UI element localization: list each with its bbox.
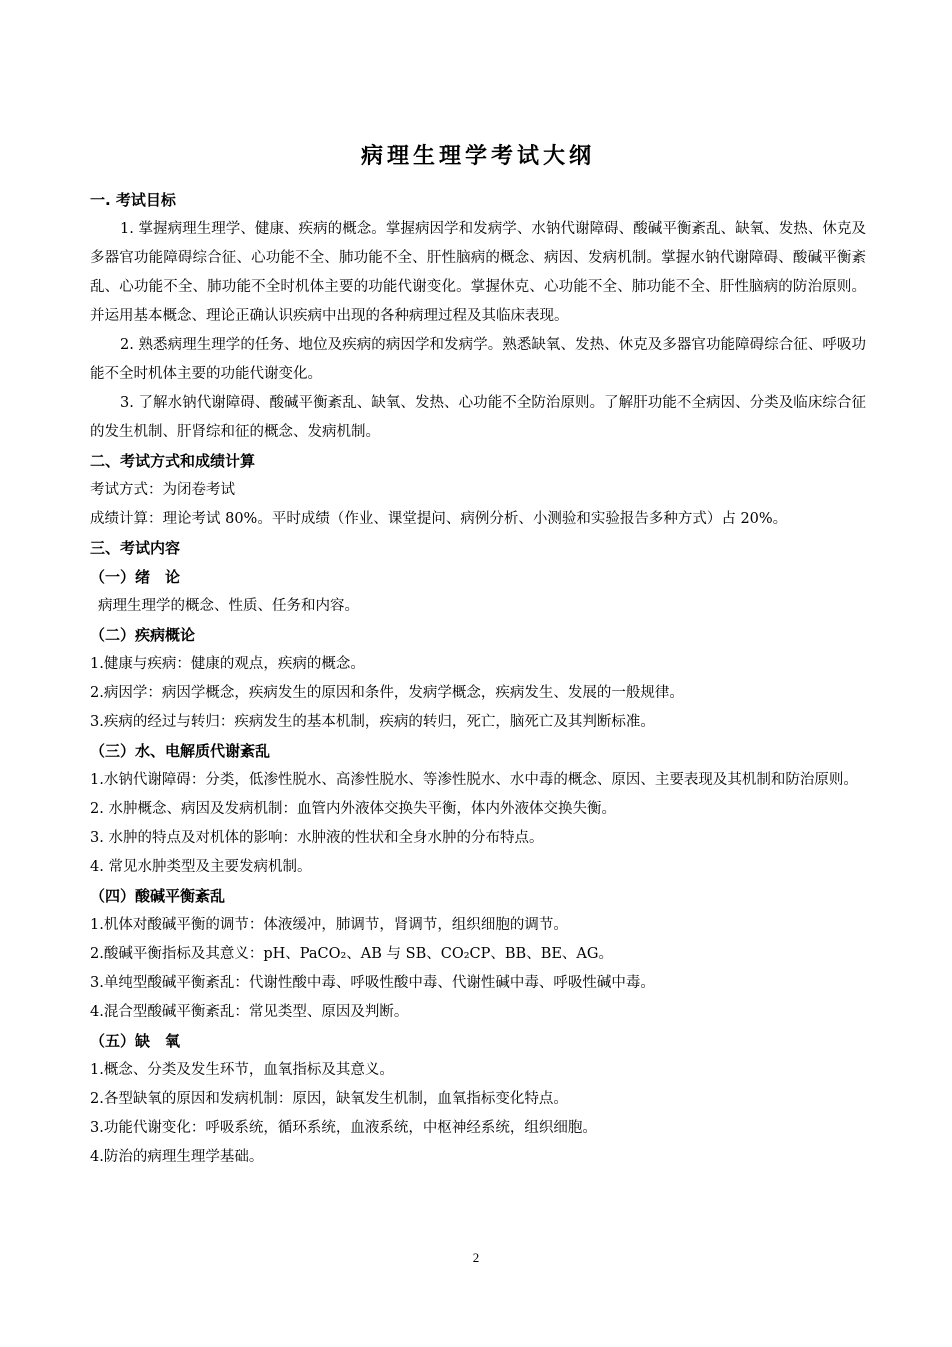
list-item: 1.水钠代谢障碍：分类，低渗性脱水、高渗性脱水、等渗性脱水、水中毒的概念、原因、主要表现及其机制和防治原则。	[90, 772, 858, 788]
subsection-heading-acid-base: （四）酸碱平衡紊乱	[90, 887, 226, 905]
list-item: 1.机体对酸碱平衡的调节：体液缓冲，肺调节，肾调节，组织细胞的调节。	[90, 917, 568, 933]
list-item: 4. 常见水肿类型及主要发病机制。	[90, 859, 312, 875]
list-item: 1.概念、分类及发生环节，血氧指标及其意义。	[90, 1062, 394, 1078]
page-number: 2	[472, 1250, 480, 1265]
list-item: 2.病因学：病因学概念，疾病发生的原因和条件，发病学概念，疾病发生、发展的一般规律。	[90, 685, 684, 701]
document-body	[90, 140, 866, 1172]
subsection-heading-water-electrolyte: （三）水、电解质代谢紊乱	[90, 742, 271, 760]
list-item: 2.酸碱平衡指标及其意义：pH、PaCO₂、AB 与 SB、CO₂CP、BB、BE、AG。	[90, 946, 613, 962]
list-item: 3.疾病的经过与转归：疾病发生的基本机制，疾病的转归，死亡，脑死亡及其判断标准。	[90, 714, 655, 730]
document-title: 病理生理学考试大纲	[360, 144, 595, 169]
goal-paragraph-2: 2. 熟悉病理生理学的任务、地位及疾病的病因学和发病学。熟悉缺氧、发热、休克及多器官功能障碍综合征、呼吸功能不全时机体主要的功能代谢变化。	[90, 337, 866, 382]
section-heading-exam-mode: 二、考试方式和成绩计算	[90, 452, 256, 470]
score-calculation-text: 成绩计算：理论考试 80%。平时成绩（作业、课堂提问、病例分析、小测验和实验报告多种方式）占 20%。	[90, 511, 788, 527]
list-item: 4.防治的病理生理学基础。	[90, 1149, 264, 1165]
list-item: 3.功能代谢变化：呼吸系统，循环系统，血液系统，中枢神经系统，组织细胞。	[90, 1120, 597, 1136]
section-heading-content: 三、考试内容	[90, 539, 181, 557]
list-item: 3.单纯型酸碱平衡紊乱：代谢性酸中毒、呼吸性酸中毒、代谢性碱中毒、呼吸性碱中毒。	[90, 975, 655, 991]
subsection-heading-disease: （二）疾病概论	[90, 626, 196, 644]
goal-paragraph-3: 3. 了解水钠代谢障碍、酸碱平衡紊乱、缺氧、发热、心功能不全防治原则。了解肝功能不全病因、分类及临床综合征的发生机制、肝肾综和征的概念、发病机制。	[90, 395, 866, 440]
list-item: 3. 水肿的特点及对机体的影响：水肿液的性状和全身水肿的分布特点。	[90, 830, 544, 846]
list-item: 1.健康与疾病：健康的观点，疾病的概念。	[90, 656, 365, 672]
subsection-heading-intro: （一）绪 论	[90, 568, 181, 586]
section-heading-goals: 一. 考试目标	[90, 191, 176, 209]
subsection-heading-hypoxia: （五）缺 氧	[90, 1032, 181, 1050]
exam-mode-text: 考试方式：为闭卷考试	[90, 482, 235, 498]
list-item: 2.各型缺氧的原因和发病机制：原因，缺氧发生机制，血氧指标变化特点。	[90, 1091, 568, 1107]
goal-paragraph-1: 1. 掌握病理生理学、健康、疾病的概念。掌握病因学和发病学、水钠代谢障碍、酸碱平衡紊乱、缺氧、发热、休克及多器官功能障碍综合征、心功能不全、肺功能不全、肝性脑病的概念、病因、发病机制。掌握水钠代谢障碍、酸碱平衡紊乱、心功能不全、肺功能不全时机体主要的功能代谢变化。掌握休克、心功能不全、肺功能不全、肝性脑病的防治原则。并运用基本概念、理论正确认识疾病中出现的各种病理过程及其临床表现。	[90, 221, 866, 324]
list-item: 病理生理学的概念、性质、任务和内容。	[98, 598, 359, 614]
list-item: 4.混合型酸碱平衡紊乱：常见类型、原因及判断。	[90, 1004, 409, 1020]
list-item: 2. 水肿概念、病因及发病机制：血管内外液体交换失平衡，体内外液体交换失衡。	[90, 801, 616, 817]
